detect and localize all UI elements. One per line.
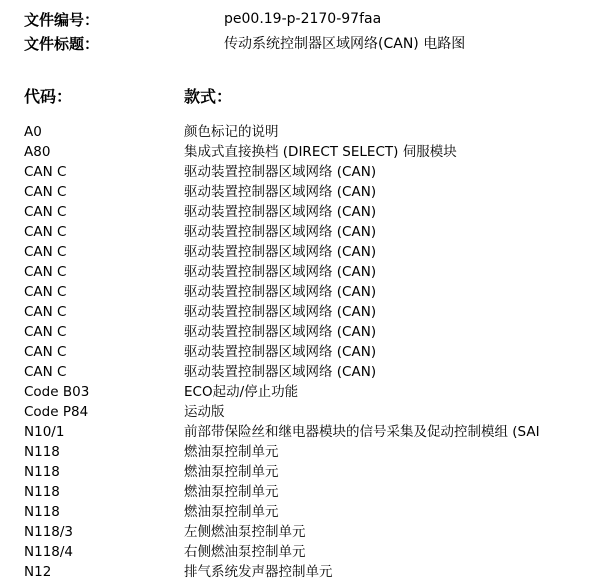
table-row xyxy=(24,282,601,302)
table-row xyxy=(24,402,601,422)
component-description: 集成式直接换档 (DIRECT SELECT) 伺服模块 xyxy=(184,144,457,160)
component-description: 右侧燃油泵控制单元 xyxy=(184,544,306,560)
component-description: 驱动装置控制器区域网络 (CAN) xyxy=(184,304,377,320)
table-row xyxy=(24,382,601,402)
table-row xyxy=(24,222,601,242)
component-code: CAN C xyxy=(24,244,67,260)
component-description: 驱动装置控制器区域网络 (CAN) xyxy=(184,244,377,260)
component-description: 驱动装置控制器区域网络 (CAN) xyxy=(184,264,377,280)
description-column-header: 款式： xyxy=(184,87,233,106)
component-code: N118/3 xyxy=(24,524,74,540)
table-row xyxy=(24,242,601,262)
component-code: N118 xyxy=(24,484,60,500)
component-code: CAN C xyxy=(24,184,67,200)
component-code: CAN C xyxy=(24,344,67,360)
table-row xyxy=(24,482,601,502)
table-row xyxy=(24,342,601,362)
component-code: CAN C xyxy=(24,304,67,320)
table-row xyxy=(24,262,601,282)
component-description: 驱动装置控制器区域网络 (CAN) xyxy=(184,344,377,360)
document-number-label: 文件编号： xyxy=(24,10,100,29)
table-row xyxy=(24,362,601,382)
component-description: ECO起动/停止功能 xyxy=(184,384,299,400)
component-description: 燃油泵控制单元 xyxy=(184,464,279,480)
component-code: N118 xyxy=(24,444,60,460)
component-description: 驱动装置控制器区域网络 (CAN) xyxy=(184,224,377,240)
component-description: 驱动装置控制器区域网络 (CAN) xyxy=(184,364,377,380)
table-row xyxy=(24,502,601,522)
table-row xyxy=(24,162,601,182)
document-title-row xyxy=(24,32,465,54)
component-code: CAN C xyxy=(24,164,67,180)
component-code: N118 xyxy=(24,464,60,480)
component-description: 运动版 xyxy=(184,404,225,420)
component-description: 驱动装置控制器区域网络 (CAN) xyxy=(184,204,377,220)
component-code: CAN C xyxy=(24,204,67,220)
component-code: N10/1 xyxy=(24,424,65,440)
document-number-row xyxy=(24,8,381,30)
component-description: 排气系统发声器控制单元 xyxy=(184,564,333,580)
component-code: N118 xyxy=(24,504,60,520)
table-row xyxy=(24,422,601,442)
component-description: 驱动装置控制器区域网络 (CAN) xyxy=(184,164,377,180)
component-code: CAN C xyxy=(24,224,67,240)
table-row xyxy=(24,442,601,462)
code-column-header: 代码： xyxy=(24,87,73,106)
component-code: CAN C xyxy=(24,324,67,340)
table-row xyxy=(24,542,601,562)
table-row xyxy=(24,562,601,582)
table-row xyxy=(24,322,601,342)
table-row xyxy=(24,122,601,142)
component-code: Code B03 xyxy=(24,384,90,400)
document-title-value: 传动系统控制器区域网络(CAN) 电路图 xyxy=(224,36,466,52)
legend-table xyxy=(24,122,601,582)
document-title-label: 文件标题： xyxy=(24,34,100,53)
component-code: A0 xyxy=(24,124,42,140)
component-code: CAN C xyxy=(24,364,67,380)
component-description: 驱动装置控制器区域网络 (CAN) xyxy=(184,284,377,300)
component-description: 燃油泵控制单元 xyxy=(184,484,279,500)
table-row xyxy=(24,142,601,162)
component-description: 驱动装置控制器区域网络 (CAN) xyxy=(184,324,377,340)
component-code: CAN C xyxy=(24,284,67,300)
component-description: 燃油泵控制单元 xyxy=(184,444,279,460)
table-row xyxy=(24,462,601,482)
component-code: N118/4 xyxy=(24,544,74,560)
component-description: 前部带保险丝和继电器模块的信号采集及促动控制模组 (SAI xyxy=(184,424,540,440)
table-row xyxy=(24,302,601,322)
component-code: Code P84 xyxy=(24,404,89,420)
component-description: 左侧燃油泵控制单元 xyxy=(184,524,306,540)
component-code: A80 xyxy=(24,144,51,160)
component-code: N12 xyxy=(24,564,52,580)
component-description: 颜色标记的说明 xyxy=(184,124,279,140)
table-row xyxy=(24,202,601,222)
table-row xyxy=(24,182,601,202)
component-description: 燃油泵控制单元 xyxy=(184,504,279,520)
component-code: CAN C xyxy=(24,264,67,280)
table-row xyxy=(24,522,601,542)
document-number-value: pe00.19-p-2170-97faa xyxy=(224,11,382,27)
component-description: 驱动装置控制器区域网络 (CAN) xyxy=(184,184,377,200)
